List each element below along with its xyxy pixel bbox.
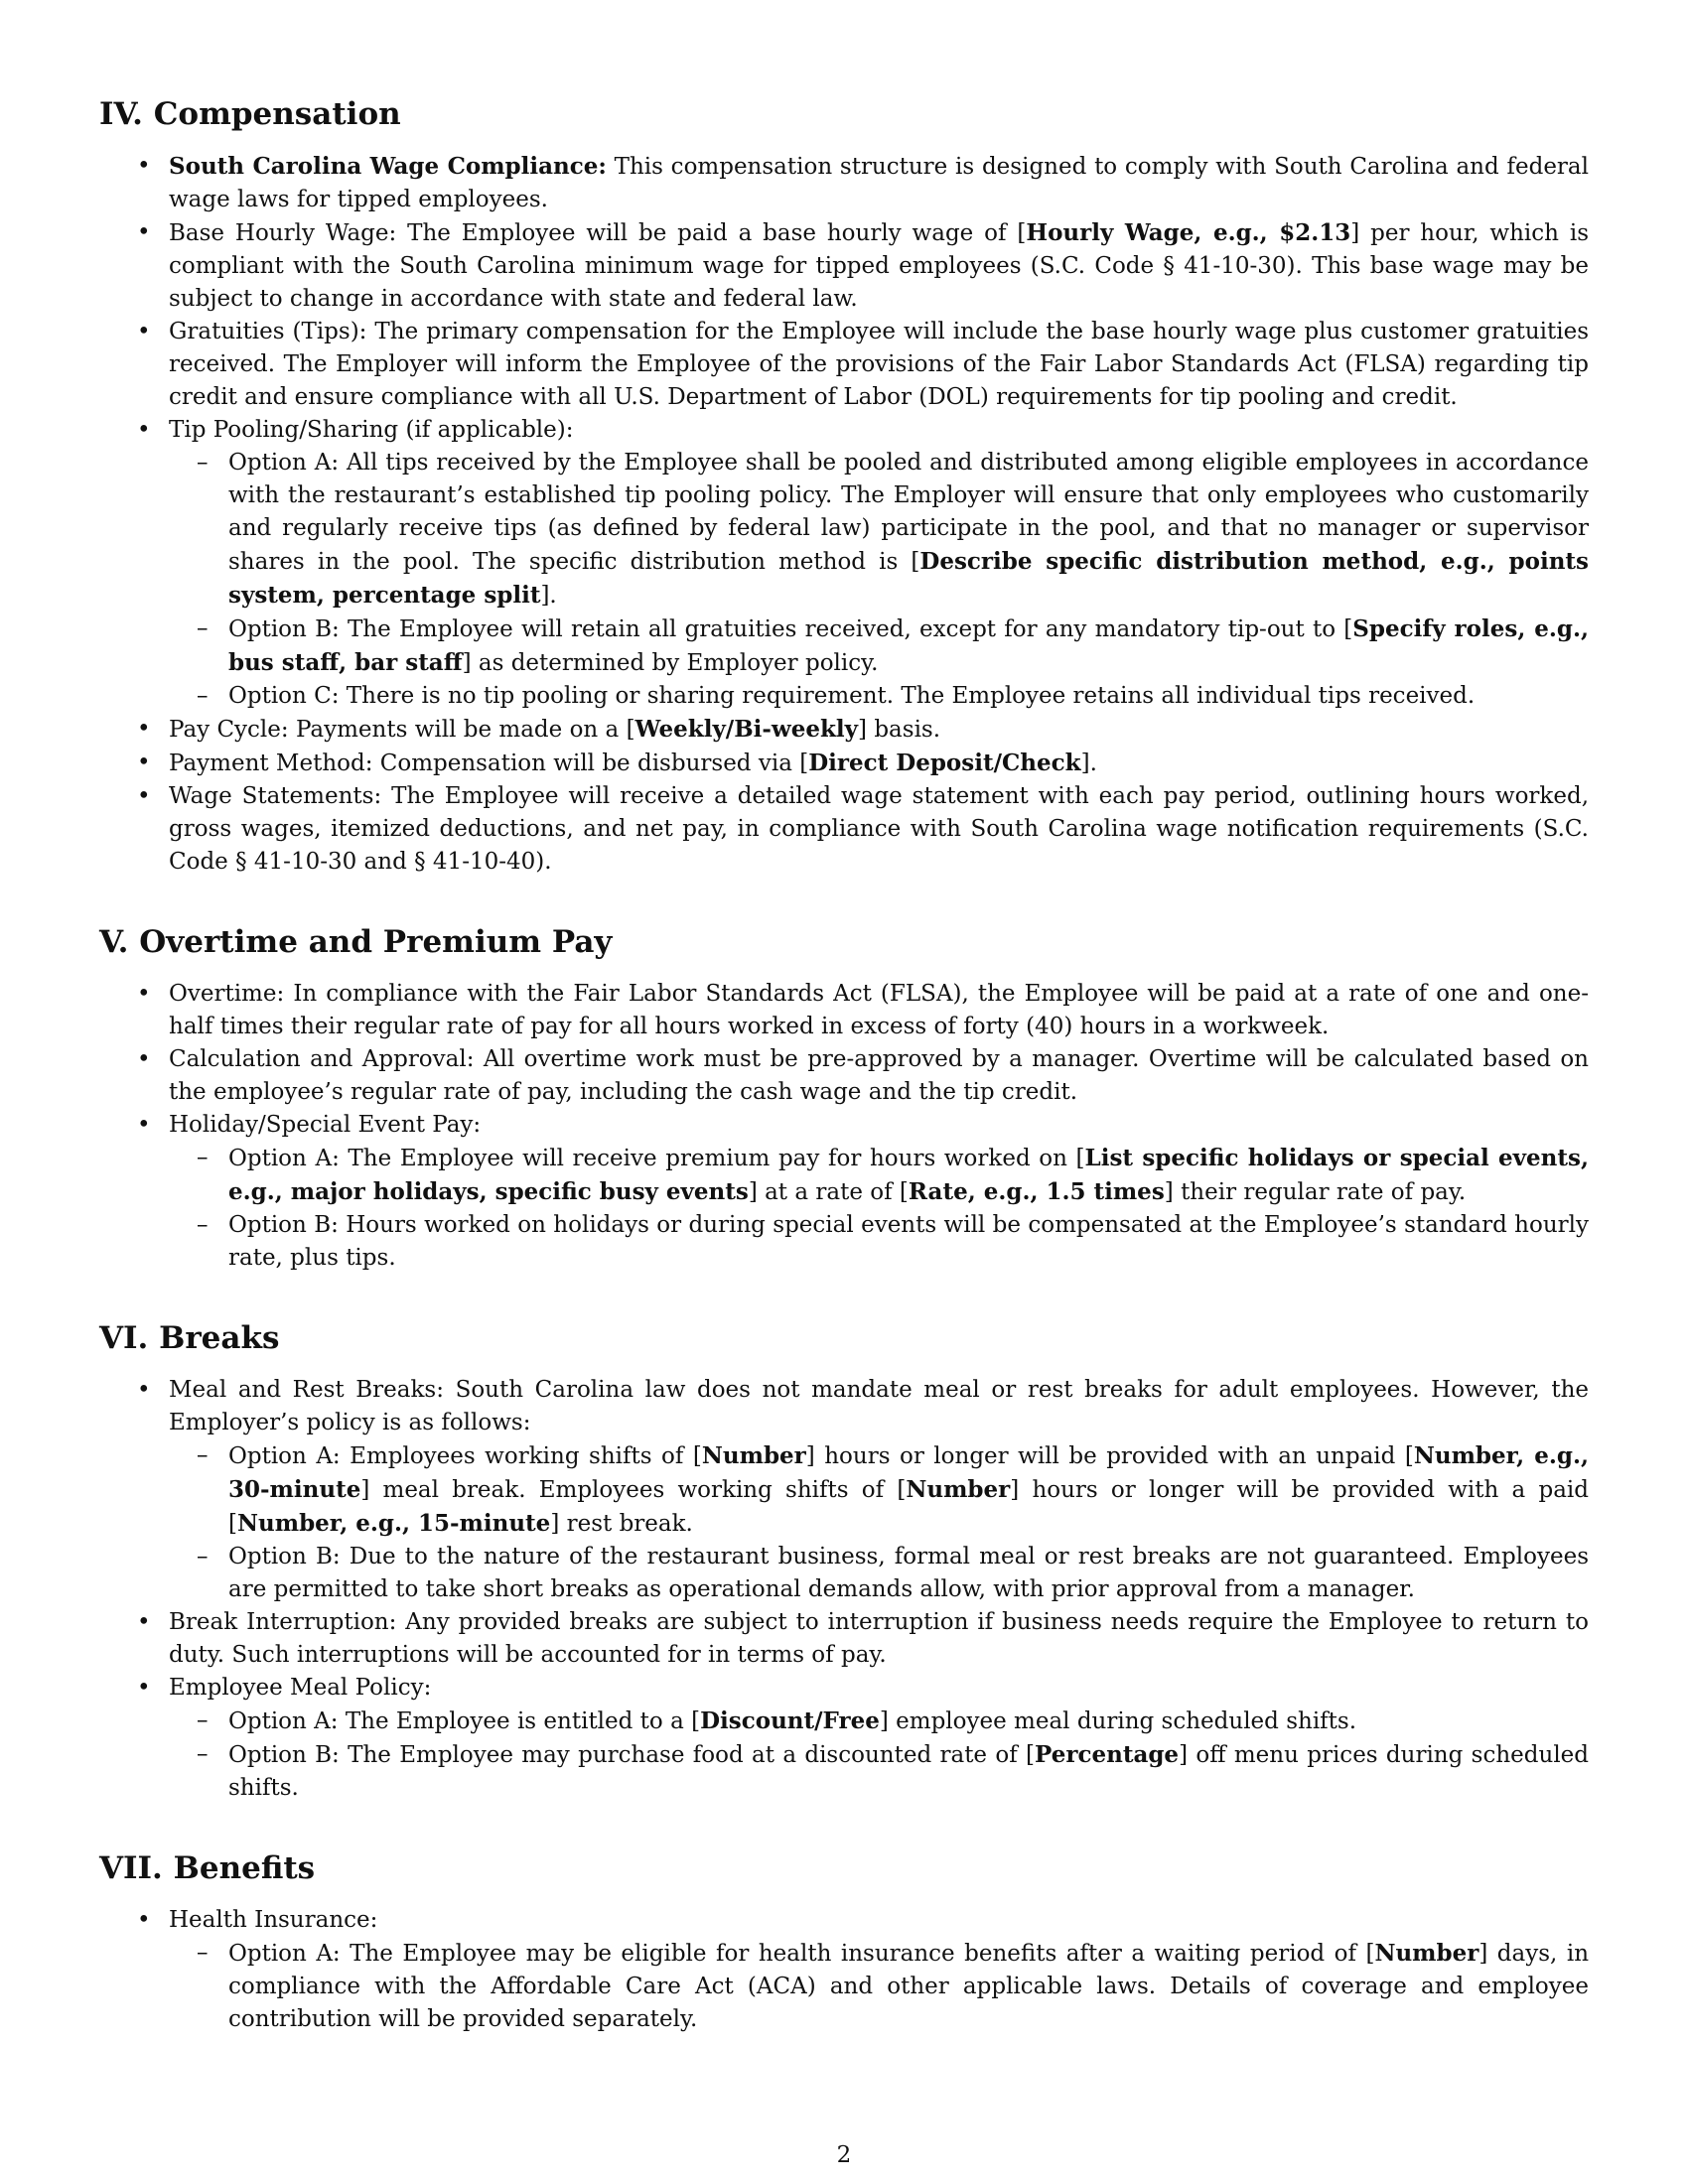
text-run: ] meal break. Employees working shifts of [ [360,1477,907,1503]
text-run: Option B: Due to the nature of the restaurant business, formal meal or rest breaks are not guaranteed. Employees are permitted to take short breaks as operational demands allow, with prior approval from a manager. [228,1544,1589,1602]
section [99,922,1589,1275]
list-item [99,1904,1589,1937]
text-run: Employee Meal Policy: [169,1675,432,1701]
text-run: ] per hour, which is compliant with the South Carolina minimum wage for tipped employees (S.C. Code § 41-10-30). This base wage may be subject to change in accordance with state and federal law. [169,220,1589,312]
text-run: Break Interruption: Any provided breaks are subject to interruption if business needs require the Employee to return to duty. Such interruptions will be accounted for in terms of pay. [169,1609,1589,1668]
list-item [99,216,1589,316]
text-run: Option A: Employees working shifts of [ [228,1443,702,1469]
section-heading: VI. Breaks [99,1320,280,1356]
section [99,1848,1589,2036]
list-item [99,150,1589,216]
sub-list-item [99,1705,1589,1738]
sub-list-item [99,1937,1589,2036]
bold-text: List specific holidays or special events, e.g., major holidays, specific busy events [228,1145,1589,1205]
list-item [99,1109,1589,1142]
list-item [99,713,1589,747]
bold-text: Number [1374,1940,1479,1967]
text-run: ] rest break. [550,1511,693,1537]
text-run: ] days, in compliance with the Affordable Care Act (ACA) and other applicable laws. Details of coverage and employee contribution will be provided separately. [228,1941,1590,2032]
list-item [99,780,1589,879]
text-run: Option A: All tips received by the Employee shall be pooled and distributed among eligible employees in accordance with the restaurant’s established tip pooling policy. The Employer will ensure that only employees who customarily and regularly receive tips (as defined by federal law) participate in the pool, and that no manager or supervisor shares in the pool. The specific distribution method is [ [228,450,1589,575]
text-run: ]. [1080,751,1097,776]
list-item [99,316,1589,414]
bullet-list [99,1904,1589,2036]
text-run: ] basis. [858,717,941,743]
text-run: Option B: The Employee will retain all gratuities received, except for any mandatory tip-out to [ [228,616,1353,642]
bullet-list [99,1374,1589,1805]
text-run: ] their regular rate of pay. [1164,1179,1467,1205]
text-run: Option A: The Employee will receive premium pay for hours worked on [ [228,1146,1085,1171]
bold-text: Describe specific distribution method, e.g., points system, percentage split [228,548,1589,609]
text-run: Wage Statements: The Employee will receive a detailed wage statement with each pay period, outlining hours worked, gross wages, itemized deductions, and net pay, in compliance with South Carolina wage notification requirements (S.C. Code § 41-10-30 and § 41-10-40). [169,783,1589,875]
bold-text: South Carolina Wage Compliance: [169,153,607,180]
text-run: Health Insurance: [169,1907,378,1933]
text-run: Holiday/Special Event Pay: [169,1112,482,1138]
bold-text: Specify roles, e.g., bus staff, bar staff [228,615,1590,676]
bold-text: Hourly Wage, e.g., $2.13 [1026,219,1351,246]
bold-text: Number, e.g., 15-minute [236,1510,551,1537]
text-run: Gratuities (Tips): The primary compensation for the Employee will include the base hourly wage plus customer gratuities received. The Employer will inform the Employee of the provisions of the Fair Labor Standards Act (FLSA) regarding tip credit and ensure compliance with all U.S. Department of Labor (DOL) requirements for tip pooling and credit. [169,319,1589,410]
list-item [99,978,1589,1043]
text-run: ] hours or longer will be provided with an unpaid [ [805,1443,1414,1469]
text-run: Payment Method: Compensation will be disbursed via [ [169,751,809,776]
text-run: Overtime: In compliance with the Fair Labor Standards Act (FLSA), the Employee will be paid at a rate of one and one-half times their regular rate of pay for all hours worked in excess of forty (40) hours in a workweek. [169,981,1589,1039]
bold-text: Percentage [1035,1741,1180,1768]
text-run: Pay Cycle: Payments will be made on a [ [169,717,635,743]
sub-list-item [99,1439,1589,1541]
text-run: Option A: The Employee may be eligible for health insurance benefits after a waiting period of [ [228,1941,1375,1967]
section [99,94,1589,879]
bullet-list [99,978,1589,1275]
text-run: Tip Pooling/Sharing (if applicable): [169,417,574,443]
section-heading: IV. Compensation [99,96,401,132]
text-run: Calculation and Approval: All overtime work must be pre-approved by a manager. Overtime will be calculated based on the employee’s regular rate of pay, including the cash wage and the tip credit. [169,1046,1589,1105]
bold-text: Rate, e.g., 1.5 times [908,1178,1165,1205]
list-item [99,1374,1589,1439]
list-item [99,1043,1589,1109]
text-run: ]. [540,583,557,609]
list-item [99,1672,1589,1705]
list-item [99,414,1589,447]
sub-list-item [99,1142,1589,1209]
text-run: ] as determined by Employer policy. [462,650,879,676]
text-run: ] hours or longer will be provided with a paid [ [228,1477,1589,1537]
text-run: Option C: There is no tip pooling or sharing requirement. The Employee retains all individual tips received. [228,683,1476,709]
sub-list-item [99,1209,1589,1275]
sub-list-item [99,1738,1589,1805]
section-heading: VII. Benefits [99,1850,316,1886]
text-run: This compensation structure is designed to comply with South Carolina and federal wage laws for tipped employees. [169,154,1589,212]
text-run: Base Hourly Wage: The Employee will be paid a base hourly wage of [ [169,220,1027,246]
text-run: Option B: The Employee may purchase food at a discounted rate of [ [228,1742,1036,1768]
text-run: Option B: Hours worked on holidays or during special events will be compensated at the Employee’s standard hourly rate, plus tips. [228,1212,1589,1271]
bold-text: Number, e.g., 30-minute [228,1442,1589,1503]
sub-list-item [99,613,1589,680]
text-run: ] off menu prices during scheduled shifts. [228,1742,1590,1801]
sub-list-item [99,680,1589,713]
bold-text: Discount/Free [700,1707,880,1734]
text-run: Meal and Rest Breaks: South Carolina law does not mandate meal or rest breaks for adult employees. However, the Employer’s policy is as follows: [169,1377,1589,1435]
sub-list-item [99,447,1589,613]
bold-text: Number [906,1476,1011,1503]
list-item [99,747,1589,780]
page-number: 2 [836,2142,852,2168]
bullet-list [99,150,1589,879]
bold-text: Direct Deposit/Check [808,750,1081,776]
text-run: Option A: The Employee is entitled to a [ [228,1708,701,1734]
bold-text: Weekly/Bi-weekly [634,716,859,743]
sub-list-item [99,1541,1589,1606]
list-item [99,1606,1589,1672]
document-page [99,94,1589,2080]
section [99,1318,1589,1805]
text-run: ] at a rate of [ [748,1179,909,1205]
bold-text: Number [701,1442,806,1469]
text-run: ] employee meal during scheduled shifts. [879,1708,1357,1734]
section-heading: V. Overtime and Premium Pay [99,924,613,960]
